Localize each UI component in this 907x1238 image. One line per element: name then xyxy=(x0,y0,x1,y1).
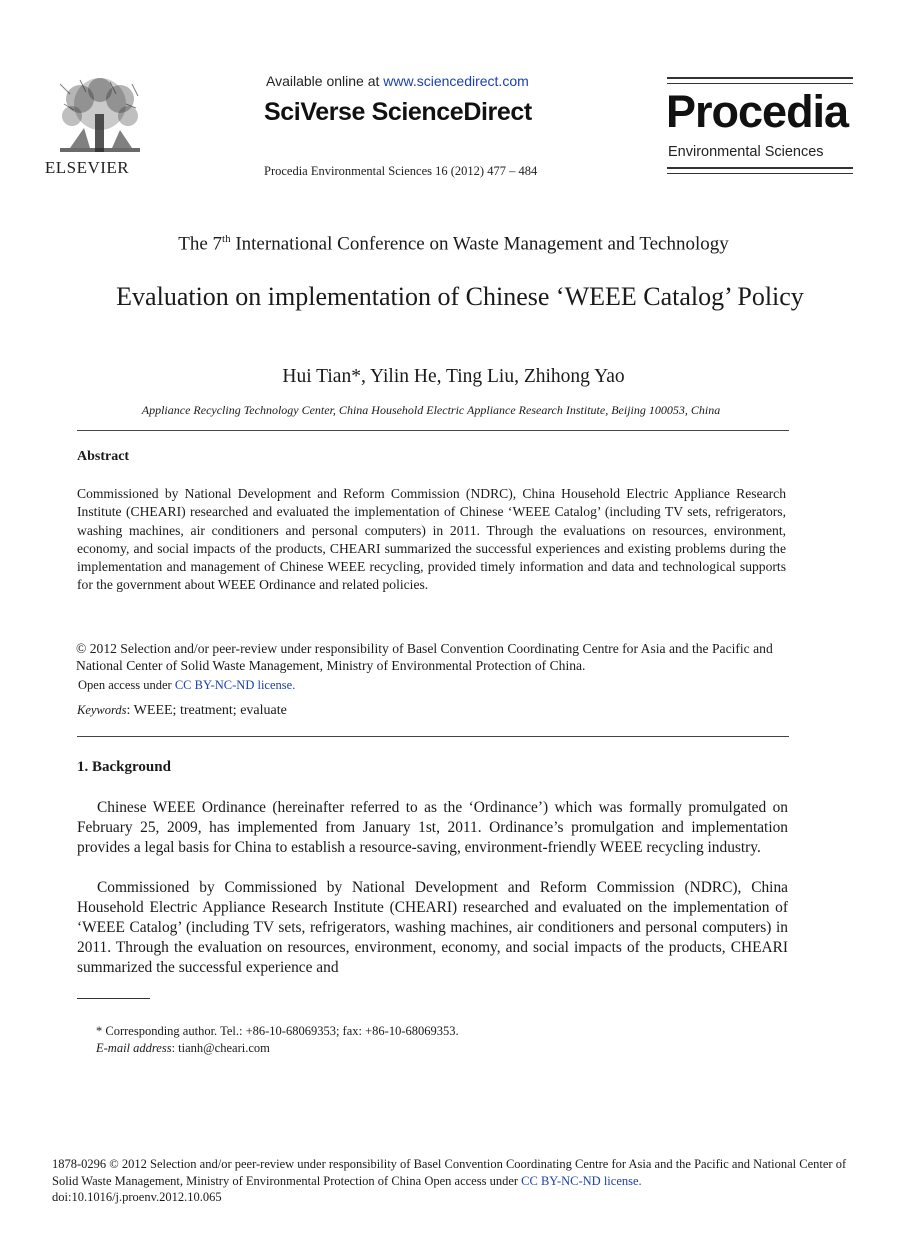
procedia-rule-bottom-thin xyxy=(667,173,853,174)
open-access-prefix: Open access under xyxy=(78,678,175,692)
corresponding-author-footnote: * Corresponding author. Tel.: +86-10-68069353; fax: +86-10-68069353. xyxy=(96,1024,459,1038)
divider-top xyxy=(77,430,789,431)
email-footnote xyxy=(96,1041,270,1056)
sciverse-sciencedirect-logo: SciVerse ScienceDirect xyxy=(264,98,532,126)
authors: Hui Tian*, Yilin He, Ting Liu, Zhihong Yao xyxy=(282,366,625,387)
available-online xyxy=(266,73,529,89)
keywords-list: : WEEE; treatment; evaluate xyxy=(126,703,287,718)
email-address: : tianh@cheari.com xyxy=(171,1041,270,1055)
elsevier-wordmark: ELSEVIER xyxy=(44,158,130,177)
footer-doi: doi:10.1016/j.proenv.2012.10.065 xyxy=(52,1190,222,1204)
conference-name xyxy=(0,233,907,255)
procedia-rule-top xyxy=(667,77,853,79)
email-label: E-mail address xyxy=(96,1041,172,1055)
copyright-notice: © 2012 Selection and/or peer-review under responsibility of Basel Convention Coordinating Centre for Asia and the Pacific and National Center of Solid Waste Management, Ministry of Environmental Protection of China. xyxy=(76,641,773,673)
procedia-logo: Procedia xyxy=(666,86,849,137)
open-access-note xyxy=(78,678,295,693)
license-link[interactable]: CC BY-NC-ND license. xyxy=(174,678,296,692)
section-heading: 1. Background xyxy=(77,759,171,775)
procedia-subtitle: Environmental Sciences xyxy=(668,144,824,160)
abstract-body: Commissioned by National Development and Reform Commission (NDRC), China Household Electric Appliance Research Institute (CHEARI) researched and evaluated the implementation of Chinese ‘WEEE Catalog’ (including TV sets, refrigerators, washing machines, air conditioners and personal computers) in 2011. Through the evaluations on resources, environment, economy, and social impacts of the products, CHEARI summarized the successful experiences and existing problems during the implementation and management of Chinese WEEE recycling, provided timely information and data and technological supports for the government about WEEE Ordinance and related policies. xyxy=(77,486,786,593)
footer-issn-copyright: 1878-0296 © 2012 Selection and/or peer-review under responsibility of Basel Convention Coordinating Centre for Asia and the Pacific and National Center of Solid Waste Management, Ministry of Environmental Protection of China xyxy=(52,1157,847,1188)
available-prefix: Available online at xyxy=(266,73,384,89)
procedia-rule-top-thin xyxy=(667,83,853,84)
conference-pre: The 7 xyxy=(178,233,223,255)
footer-open-access: Open access under xyxy=(421,1173,522,1188)
keywords-label: Keywords xyxy=(77,703,127,717)
page-footer xyxy=(52,1156,862,1206)
journal-reference: Procedia Environmental Sciences 16 (2012) 477 – 484 xyxy=(264,164,538,178)
paper-title: Evaluation on implementation of Chinese ‘WEEE Catalog’ Policy xyxy=(116,282,804,311)
paragraph: Commissioned by Commissioned by National Development and Reform Commission (NDRC), China Household Electric Appliance Research Institute (CHEARI) researched and evaluated on the implementation of ‘WEEE Catalog’ (including TV sets, refrigerators, washing machines, air conditioners and personal computers) in 2011. Through the evaluation on resources, environment, economy, and social impacts of the products, CHEARI summarized the successful experience and xyxy=(77,879,788,976)
footer-license-link[interactable]: CC BY-NC-ND license. xyxy=(521,1173,642,1188)
keywords xyxy=(77,703,287,719)
procedia-rule-bottom xyxy=(667,167,853,169)
sciencedirect-link[interactable]: www.sciencedirect.com xyxy=(383,73,529,89)
divider-bottom xyxy=(77,736,789,737)
affiliation: Appliance Recycling Technology Center, China Household Electric Appliance Research Institute, Beijing 100053, China xyxy=(141,403,721,417)
abstract-heading: Abstract xyxy=(77,449,130,464)
paragraph: Chinese WEEE Ordinance (hereinafter referred to as the ‘Ordinance’) which was formally promulgated on February 25, 2009, has implemented from January 1st, 2011. Ordinance’s promulgation and implementation provides a legal basis for China to establish a resource-saving, environment-friendly WEEE recycling industry. xyxy=(77,799,788,856)
conference-sup: th xyxy=(222,233,231,245)
conference-post: International Conference on Waste Management and Technology xyxy=(230,233,729,255)
footnote-divider xyxy=(77,998,150,999)
